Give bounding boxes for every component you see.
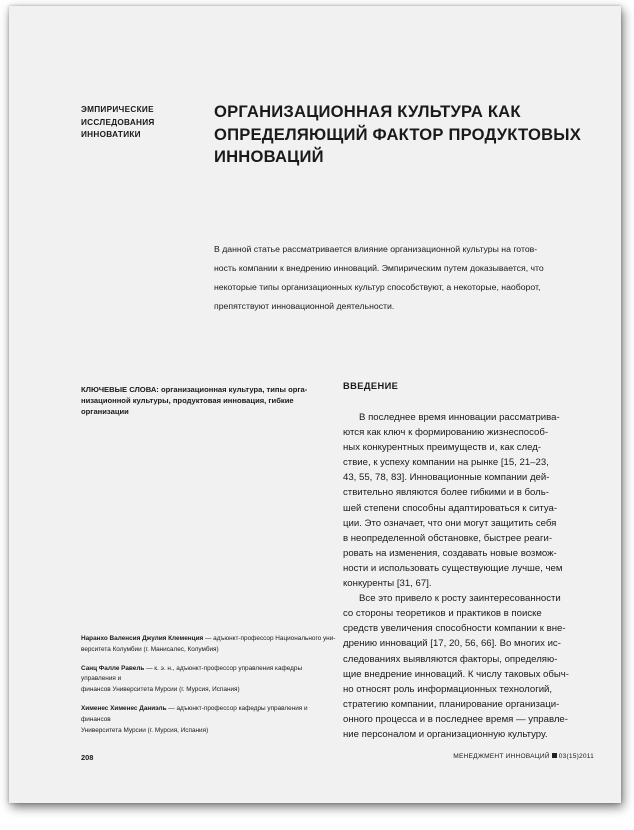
abstract-line: В данной статье рассматривается влияние организационной культуры на готов- [214,244,538,254]
intro-line: ются как ключ к формированию жизнеспособ- [343,427,549,439]
abstract-line: ность компании к внедрению инноваций. Эмпирическим путем доказывается, что [214,263,544,273]
intro-line: онного процесса и в последнее время — управле- [343,713,568,725]
title-line: ОРГАНИЗАЦИОННАЯ КУЛЬТУРА КАК [214,102,521,121]
author-affiliation: — адъюнкт-профессор Национального уни- [203,635,336,642]
author-notes [81,634,336,744]
intro-line: но относят роль информационных технологий, [343,683,553,695]
author-note [81,704,336,736]
section-label-line: ЭМПИРИЧЕСКИЕ [81,105,154,114]
intro-line: ние персоналом и организационную культуру. [343,728,548,740]
intro-line: в неопределенной обстановке, быстрее реаги- [343,532,553,544]
author-affiliation: — к. э. н., адъюнкт-профессор управления кафедры управления и [81,664,303,683]
intro-line: В последнее время инновации рассматрива- [359,412,560,423]
introduction-heading: ВВЕДЕНИЕ [343,381,399,391]
author-note-line [81,704,336,726]
author-note-line [81,664,336,686]
introduction-body [343,410,593,742]
section-label [81,104,191,142]
intro-line: ствие, к успеху компании на рынке [15, 21–23, [343,457,549,469]
intro-line: ции. Это означает, что они могут защитить себя [343,517,557,529]
author-affiliation: Университета Мурсии (г. Мурсия, Испания) [81,726,209,734]
abstract-line: некоторые типы организационных культур способствуют, а некоторые, наоборот, [214,282,541,292]
author-name: Хименес Хименес Даниэль [81,704,167,712]
keywords-line: КЛЮЧЕВЫЕ СЛОВА: организационная культура, типы орга- [81,385,308,394]
section-label-line: ИННОВАТИКИ [81,130,141,139]
intro-line: ровать на изменения, создавать новые возмож- [343,547,557,559]
intro-line: щие внедрение инноваций. К числу таковых обыч- [343,668,569,680]
abstract-line: препятствуют инновационной деятельности. [214,301,395,311]
intro-line: шей степени способны адаптироваться к ситуа- [343,502,558,514]
intro-line: ных конкурентных преимуществ и, как след- [343,442,542,454]
author-note-line [81,634,336,645]
intro-line: Все это привело к росту заинтересованности [359,593,561,605]
author-name: Санц Фалле Равель [81,664,145,672]
article-title [214,101,594,169]
intro-paragraph-1 [343,410,593,591]
title-line: ОПРЕДЕЛЯЮЩИЙ ФАКТОР ПРОДУКТОВЫХ [214,124,581,144]
intro-line: 43, 55, 78, 83]. Инновационные компании дей- [343,472,550,484]
author-note [81,664,336,696]
section-label-line: ИССЛЕДОВАНИЯ [81,117,155,127]
author-affiliation: финансов Университета Мурсии (г. Мурсия, Испания) [81,686,240,694]
journal-page [9,6,621,803]
author-affiliation: верситета Колумбии (г. Манисалес, Колумбия) [81,645,219,653]
intro-line: средств увеличения способности компании к вне- [343,623,566,635]
keywords-line: низационной культуры, продуктовая инновация, гибкие [81,396,294,406]
author-name: Наранхо Валенсия Джулия Клеменция [81,635,204,642]
title-line: ИННОВАЦИЙ [214,147,324,166]
author-note [81,634,336,656]
intro-line: ствительно являются более гибкими и в боль- [343,487,549,499]
intro-paragraph-2 [343,591,593,742]
intro-line: следованиях выявляются факторы, определяю- [343,653,558,665]
intro-line: дрению инноваций [17, 20, 56, 66]. Во многих ис- [343,638,561,650]
abstract [214,240,594,316]
intro-line: стратегию компании, планирование организаци- [343,698,560,710]
keywords [81,384,326,418]
running-footer [447,753,594,760]
intro-line: конкуренты [31, 67]. [343,578,432,590]
author-affiliation: — адъюнкт-профессор кафедры управления и финансов [81,704,308,723]
journal-name: МЕНЕДЖМЕНТ ИННОВАЦИЙ [453,753,550,760]
page-number: 208 [81,753,94,762]
square-bullet-icon [552,753,557,758]
issue-number: 03(15)2011 [558,753,594,760]
keywords-line: организации [81,407,129,417]
intro-line: со стороны теоретиков и практиков в поиске [343,608,542,620]
intro-line: ности и использовать существующие лучше, чем [343,562,563,574]
